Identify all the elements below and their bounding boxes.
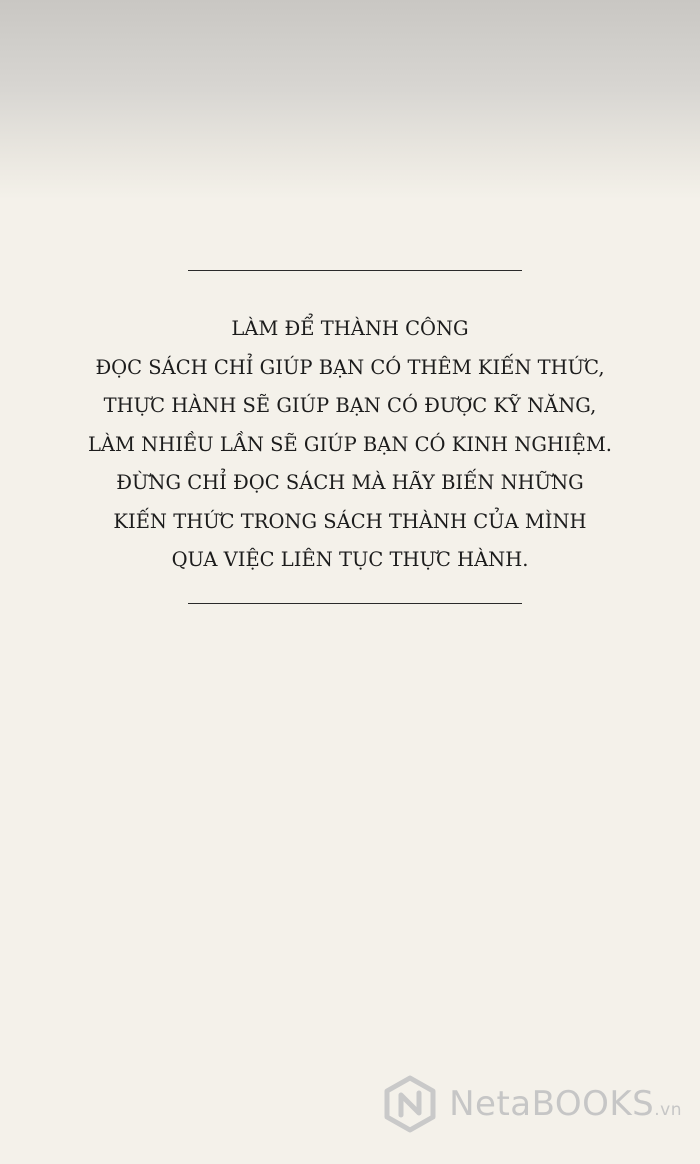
watermark [381,1074,682,1134]
n-hexagon-logo-icon [381,1075,439,1133]
top-divider [188,270,522,271]
bottom-divider [188,603,522,604]
quote-line: ĐỪNG CHỈ ĐỌC SÁCH MÀ HÃY BIẾN NHỮNG [116,471,584,494]
quote-block [0,310,700,580]
page-top-shadow [0,0,700,200]
quote-line: QUA VIỆC LIÊN TỤC THỰC HÀNH. [171,548,529,571]
quote-heading: LÀM ĐỂ THÀNH CÔNG [231,317,469,340]
quote-line: KIẾN THỨC TRONG SÁCH THÀNH CỦA MÌNH [113,509,587,533]
quote-line: ĐỌC SÁCH CHỈ GIÚP BẠN CÓ THÊM KIẾN THỨC, [95,355,605,379]
quote-line: THỰC HÀNH SẼ GIÚP BẠN CÓ ĐƯỢC KỸ NĂNG, [103,394,597,417]
watermark-brand-name: NetaBOOKS [449,1084,655,1124]
watermark-brand [449,1084,682,1124]
quote-line: LÀM NHIỀU LẦN SẼ GIÚP BẠN CÓ KINH NGHIỆM. [87,432,612,456]
watermark-suffix: .vn [654,1100,682,1120]
